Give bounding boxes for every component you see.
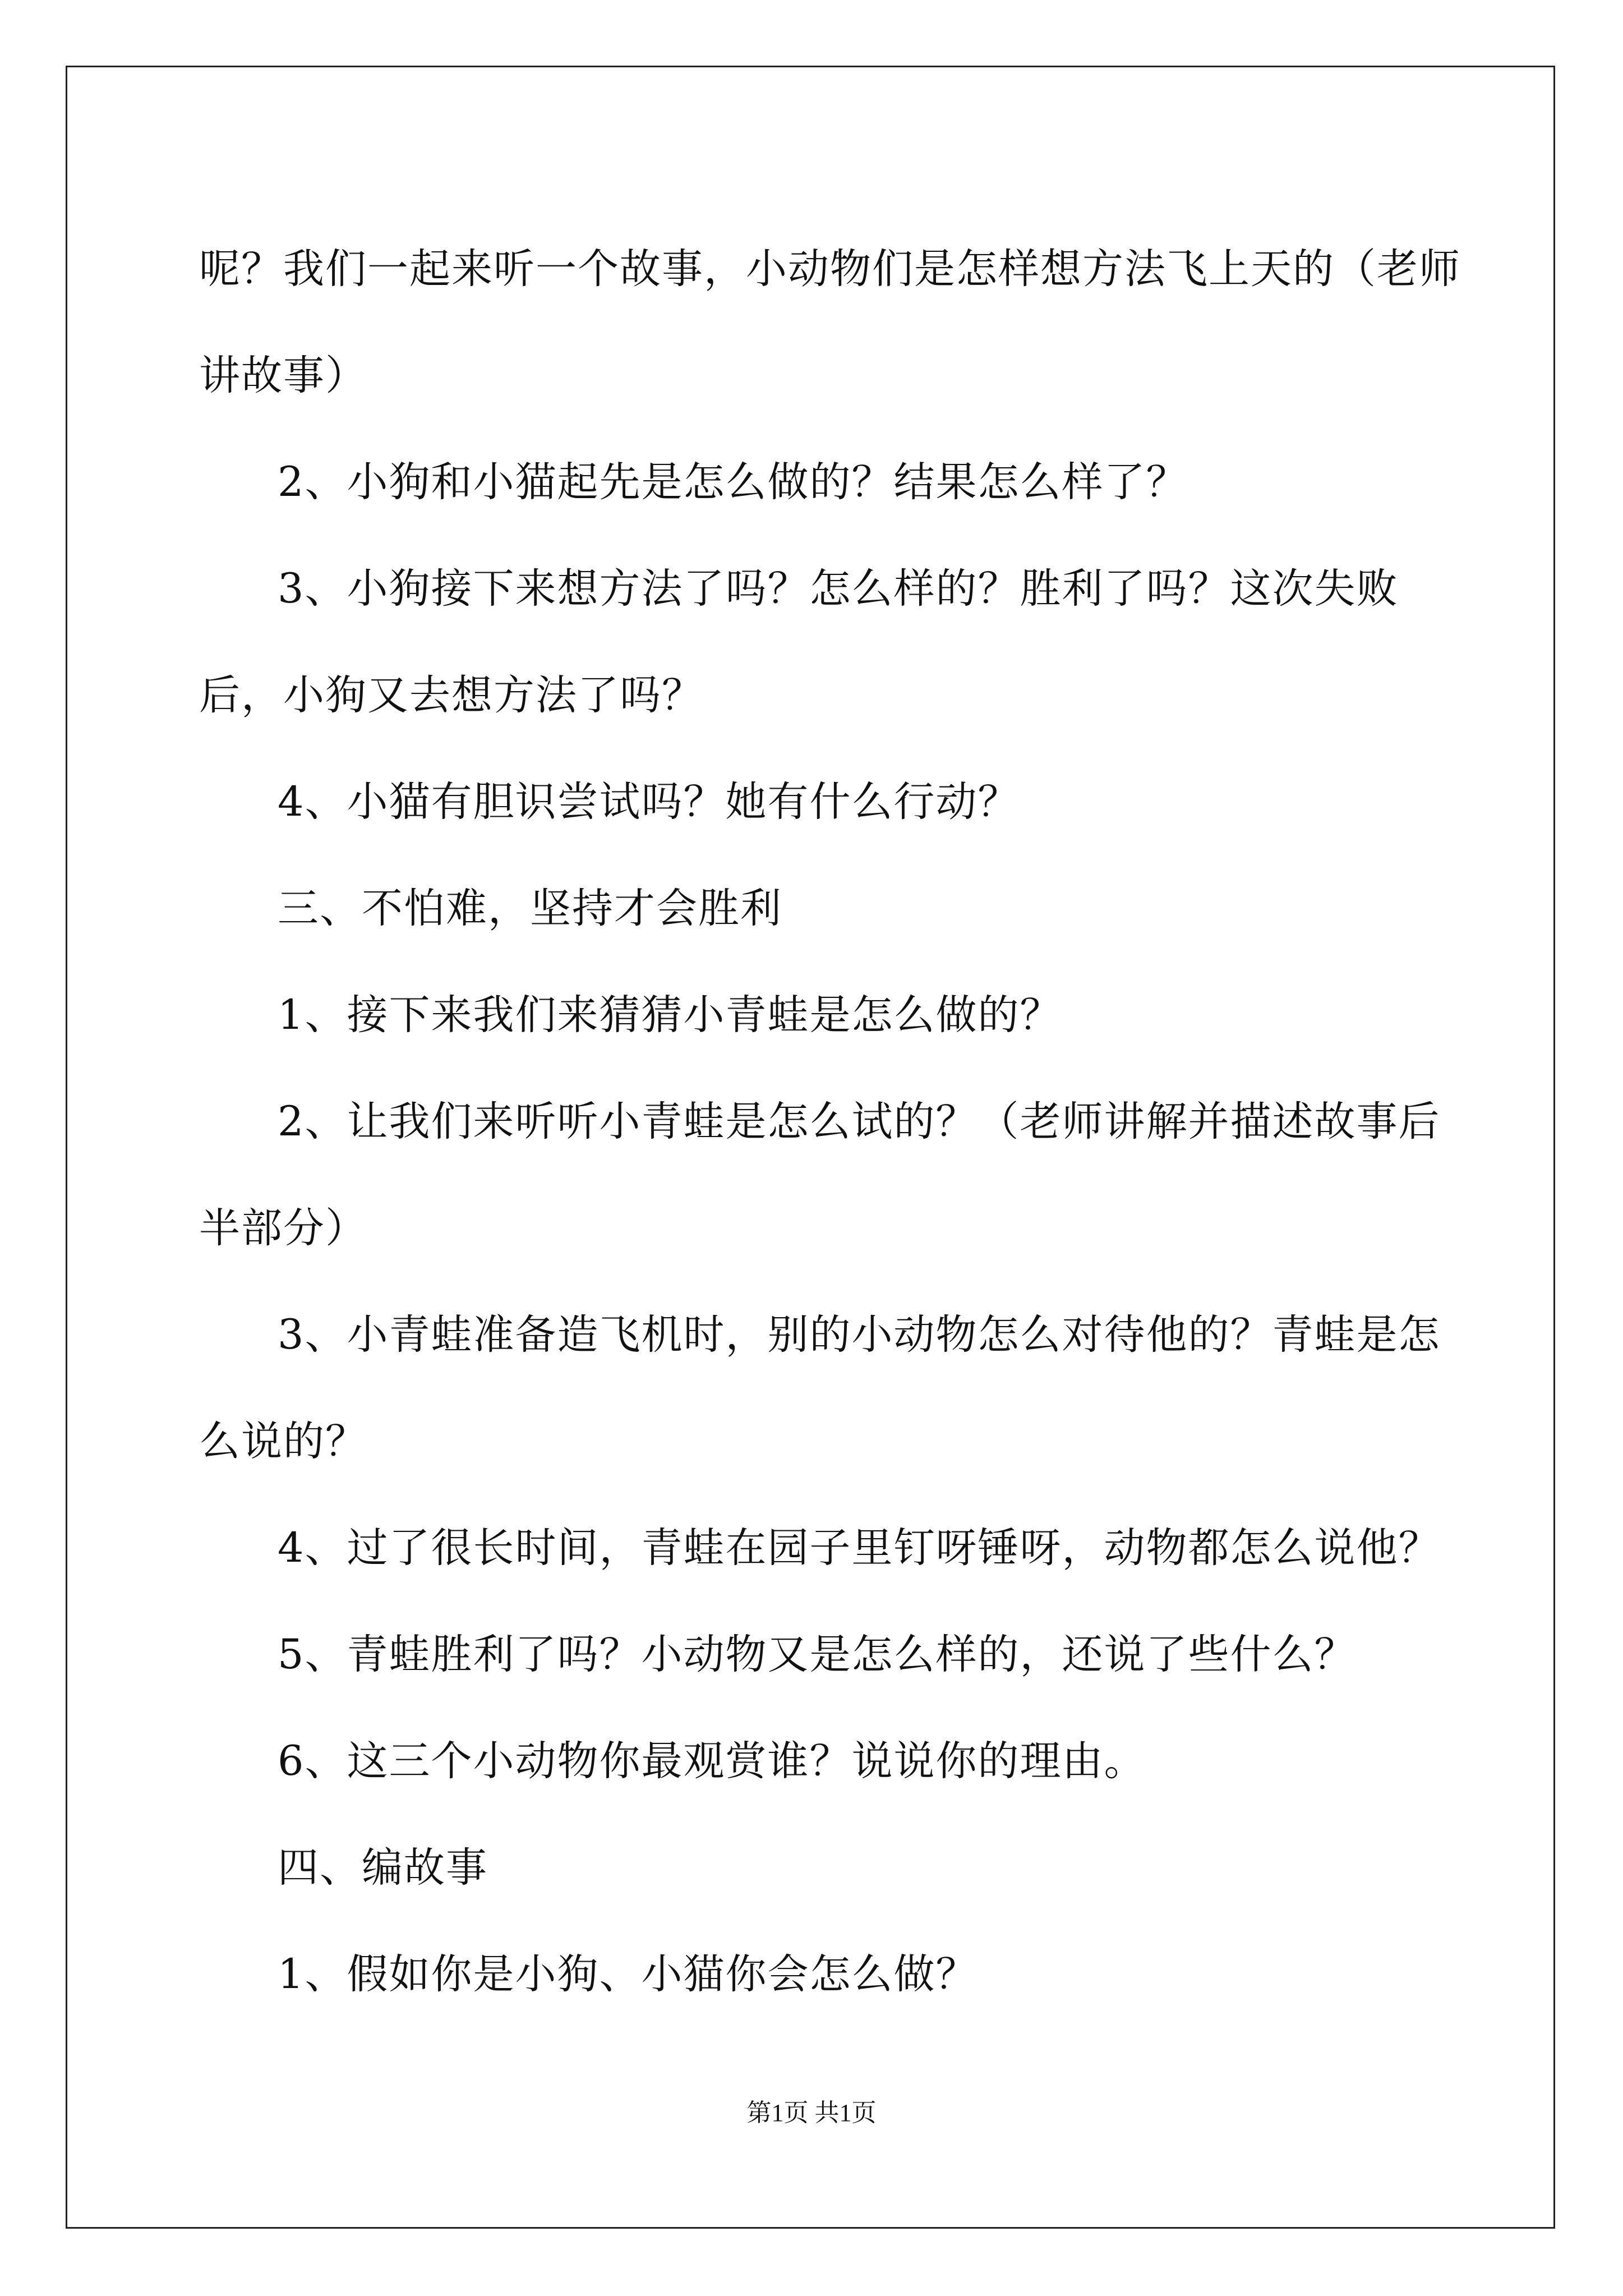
paragraph: 5、青蛙胜利了吗？小动物又是怎么样的，还说了些什么？ [278, 1631, 1357, 1678]
paragraph: 6、这三个小动物你最观赏谁？说说你的理由。 [278, 1737, 1146, 1785]
paragraph: 3、小青蛙准备造飞机时，别的小动物怎么对待他的？青蛙是怎么说的？ [199, 1311, 1441, 1465]
paragraph: 1、接下来我们来猜猜小青蛙是怎么做的？ [278, 991, 1062, 1039]
paragraph: 3、小狗接下来想方法了吗？怎么样的？胜利了吗？这次失败后，小狗又去想方法了吗？ [199, 565, 1399, 719]
paragraph: 4、小猫有胆识尝试吗？她有什么行动？ [278, 778, 1020, 826]
section-heading: 三、不怕难，坚持才会胜利 [278, 885, 782, 932]
paragraph: 2、小狗和小猫起先是怎么做的？结果怎么样了？ [278, 458, 1188, 506]
paragraph: 4、过了很长时间，青蛙在园子里钉呀锤呀，动物都怎么说他？ [278, 1524, 1441, 1572]
section-heading: 四、编故事 [278, 1844, 488, 1892]
paragraph: 呢？我们一起来听一个故事，小动物们是怎样想方法飞上天的（老师讲故事） [199, 245, 1461, 399]
page-footer: 第1页 共1页 [746, 2099, 877, 2127]
document-body [199, 216, 1461, 2028]
paragraph: 1、假如你是小狗、小猫你会怎么做？ [278, 1950, 978, 1998]
paragraph: 2、让我们来听听小青蛙是怎么试的？（老师讲解并描述故事后半部分） [199, 1098, 1441, 1252]
